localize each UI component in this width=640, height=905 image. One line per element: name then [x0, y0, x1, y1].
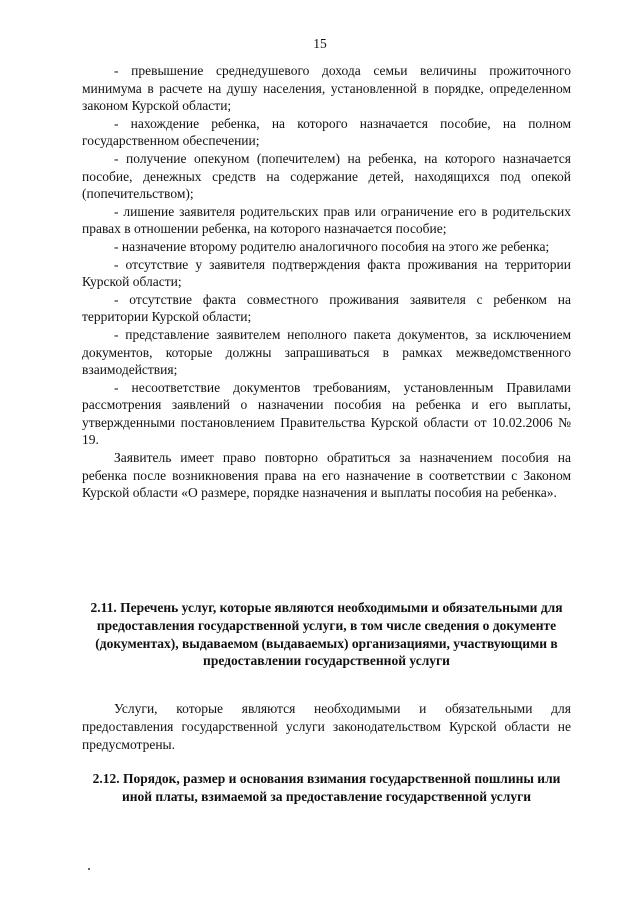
list-item: - лишение заявителя родительских прав или ограничение его в родительских правах в отношении ребенка, на которого назначается пособие; — [82, 203, 571, 237]
list-item: - отсутствие факта совместного проживания заявителя с ребенком на территории Курской области; — [82, 291, 571, 325]
list-item: - получение опекуном (попечителем) на ребенка, на которого назначается пособие, денежных средств на содержание детей, находящихся под опекой (попечительством); — [82, 150, 571, 202]
closing-paragraph: Заявитель имеет право повторно обратиться за назначением пособия на ребенка после возникновения права на его назначение в соответствии с Законом Курской области «О размере, порядке назначения и выплаты пособия на ребенка». — [82, 450, 571, 501]
list-item: - нахождение ребенка, на которого назначается пособие, на полном государственном обеспечении; — [82, 115, 571, 149]
list-item: - представление заявителем неполного пакета документов, за исключением документов, которые должны запрашиваться в рамках межведомственного взаимодействия; — [82, 326, 571, 378]
scan-speck — [88, 868, 90, 870]
list-item: - отсутствие у заявителя подтверждения факта проживания на территории Курской области; — [82, 256, 571, 290]
section-2-12-heading: 2.12. Порядок, размер и основания взимания государственной пошлины или иной платы, взимаемой за предоставление государственной услуги — [92, 771, 561, 804]
section-2-11-text: Услуги, которые являются необходимыми и обязательными для предоставления государственной услуги законодательством Курской области не предусмотрены. — [82, 701, 571, 752]
list-item: - назначение второму родителю аналогичного пособия на этого же ребенка; — [114, 238, 550, 254]
section-2-11-heading: 2.11. Перечень услуг, которые являются необходимыми и обязательными для предоставления государственной услуги, в том числе сведения о документе (документах), выдаваемом (выдаваемых) организациями, участвующими в предоставлении государственной услуги — [90, 600, 563, 669]
list-item: - несоответствие документов требованиям, установленным Правилами рассмотрения заявлений о назначении пособия на ребенка и его выплаты, утвержденными постановлением Правительства Курской области от 10.02.2006 № 19. — [82, 379, 571, 448]
list-item: - превышение среднедушевого дохода семьи величины прожиточного минимума в расчете на душу населения, установленной в порядке, определенном законом Курской области; — [82, 63, 571, 114]
page-number: 15 — [313, 36, 327, 51]
section-2-11-body — [82, 700, 571, 753]
denial-grounds-list — [82, 62, 571, 502]
